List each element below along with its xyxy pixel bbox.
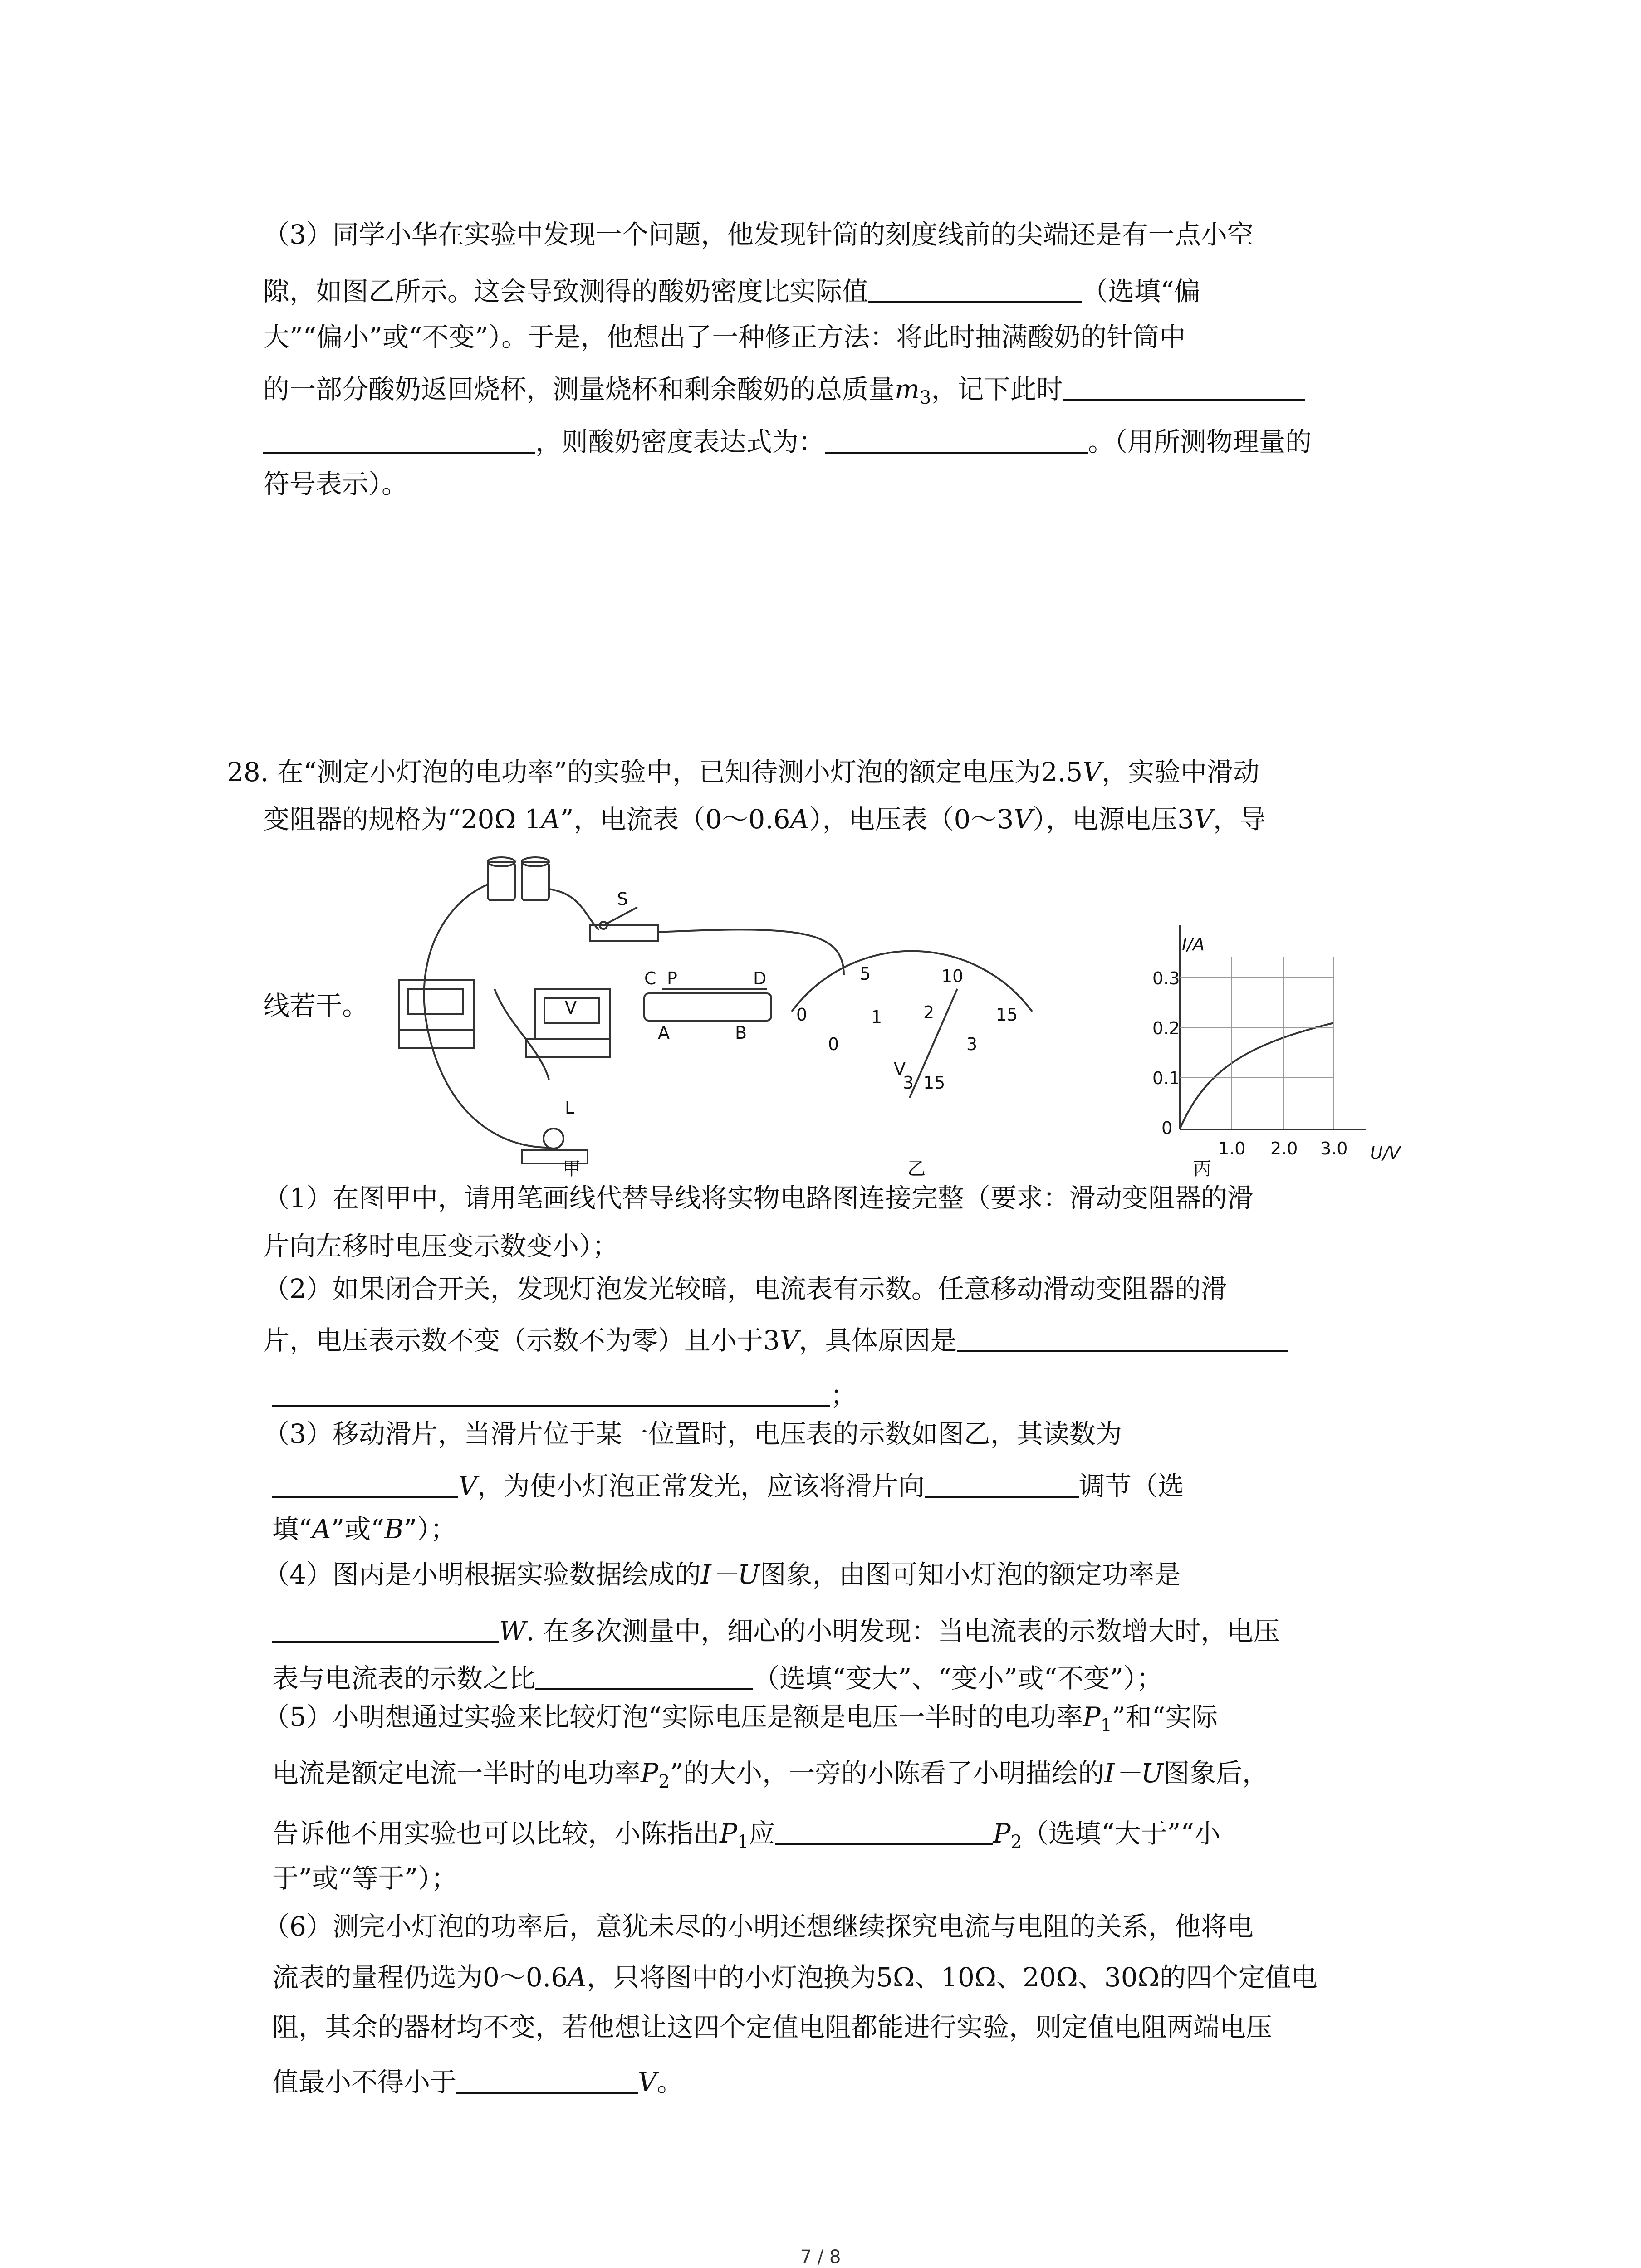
q28-p4-line3: 表与电流表的示数之比 （选填“变大”、“变小”或“不变”）； — [272, 1661, 1163, 1691]
q28-p6-line2: 流表的量程仍选为0～0.6A，只将图中的小灯泡换为5Ω、10Ω、20Ω、30Ω的四个定值电 — [272, 1962, 1318, 1993]
scale-outer-0: 0 — [796, 1005, 808, 1025]
xtick-3: 3.0 — [1320, 1139, 1348, 1158]
q28-p3-line2: V，为使小灯泡正常发光，应该将滑片向 调节（选 — [272, 1469, 1184, 1499]
dial-label-v: V — [894, 1059, 906, 1079]
q28-p2-line1: （2）如果闭合开关，发现灯泡发光较暗，电流表有示数。任意移动滑动变阻器的滑 — [263, 1273, 1227, 1304]
q27-p3-line3: 大”“偏小”或“不变”）。于是，他想出了一种修正方法：将此时抽满酸奶的针筒中 — [263, 322, 1186, 352]
label-l: L — [565, 1098, 575, 1118]
q28-p3-line1: （3）移动滑片，当滑片位于某一位置时，电压表的示数如图乙，其读数为 — [263, 1418, 1122, 1449]
rheostat-icon — [644, 989, 771, 1021]
q27-p3-line4: 的一部分酸奶返回烧杯，测量烧杯和剩余酸奶的总质量$m_3$，记下此时 — [263, 372, 1305, 407]
answer-blank-rated-power[interactable] — [272, 1614, 499, 1643]
label-p: P — [667, 968, 677, 988]
battery-icon — [488, 857, 549, 900]
answer-blank-density-error[interactable] — [868, 274, 1082, 303]
terminal-3: 3 — [903, 1073, 914, 1093]
label-s: S — [617, 889, 628, 909]
circuit-figure — [390, 853, 1470, 1170]
answer-blank-record-cont[interactable] — [263, 425, 535, 454]
graph-ylabel: I/A — [1182, 934, 1205, 954]
answer-blank-density-expression[interactable] — [825, 425, 1088, 454]
ammeter-icon — [399, 980, 474, 1048]
switch-icon — [590, 907, 658, 941]
label-a: A — [658, 1023, 670, 1043]
label-d: D — [753, 968, 767, 988]
figure-label-bing: 丙 — [1193, 1158, 1211, 1179]
q28-p5-line4: 于”或“等于”）； — [272, 1863, 457, 1894]
page-number: 7 / 8 — [800, 2247, 841, 2268]
label-c: C — [644, 968, 656, 988]
q28-stem-line2: 变阻器的规格为“20Ω 1A”，电流表（0～0.6A），电压表（0～3V），电源电压3V，导 — [263, 804, 1266, 835]
q27-p3-line5: ，则酸奶密度表达式为： 。（用所测物理量的 — [263, 425, 1312, 455]
answer-blank-direction[interactable] — [925, 1469, 1079, 1498]
answer-blank-cause-cont[interactable] — [272, 1378, 830, 1407]
label-b: B — [735, 1023, 747, 1043]
q27-p3-line1: （3）同学小华在实验中发现一个问题，他发现针筒的刻度线前的尖端还是有一点小空 — [263, 219, 1254, 250]
xtick-2: 2.0 — [1270, 1139, 1298, 1158]
q28-p2-line3: ； — [272, 1378, 857, 1408]
answer-blank-cause[interactable] — [957, 1323, 1288, 1352]
q28-p3-line3: 填“A”或“B”）； — [272, 1514, 457, 1545]
q28-p6-line1: （6）测完小灯泡的功率后，意犹未尽的小明还想继续探究电流与电阻的关系，他将电 — [263, 1911, 1254, 1942]
scale-outer-10: 10 — [941, 966, 964, 986]
answer-blank-record[interactable] — [1063, 372, 1305, 401]
q27-p3-line2: 隙，如图乙所示。这会导致测得的酸奶密度比实际值 （选填“偏 — [263, 274, 1200, 304]
ytick-02: 0.2 — [1152, 1018, 1180, 1038]
q28-p4-line2: W. 在多次测量中，细心的小明发现：当电流表的示数增大时，电压 — [272, 1614, 1280, 1644]
terminal-15: 15 — [923, 1073, 945, 1093]
ytick-01: 0.1 — [1152, 1068, 1180, 1088]
scale-outer-5: 5 — [860, 964, 871, 984]
scale-inner-1: 1 — [871, 1007, 882, 1027]
q28-p5-line2: 电流是额定电流一半时的电功率$P_2$”的大小，一旁的小陈看了小明描绘的I－U图象后， — [272, 1758, 1269, 1792]
answer-blank-ratio[interactable] — [535, 1661, 753, 1690]
xtick-1: 1.0 — [1218, 1139, 1246, 1158]
q28-p5-line1: （5）小明想通过实验来比较灯泡“实际电压是额是电压一半时的电功率$P_1$”和“实际 — [263, 1701, 1218, 1736]
answer-blank-reading[interactable] — [272, 1469, 458, 1498]
q28-p1-line1: （1）在图甲中，请用笔画线代替导线将实物电路图连接完整（要求：滑动变阻器的滑 — [263, 1183, 1254, 1213]
q28-p1-line2: 片向左移时电压变示数变小）； — [263, 1231, 619, 1261]
scale-inner-2: 2 — [923, 1002, 935, 1022]
q28-p5-line3: 告诉他不用实验也可以比较，小陈指出$P_1$应 $P_2$（选填“大于”“小 — [272, 1816, 1220, 1851]
label-meter-v: V — [565, 998, 577, 1018]
graph-xlabel: U/V — [1370, 1143, 1401, 1163]
ytick-03: 0.3 — [1152, 968, 1180, 988]
answer-blank-min-voltage[interactable] — [456, 2065, 638, 2094]
q27-p3-line6: 符号表示）。 — [263, 469, 408, 499]
ytick-0: 0 — [1161, 1118, 1173, 1138]
scale-outer-15: 15 — [996, 1005, 1018, 1025]
q28-p2-line2: 片，电压表示数不变（示数不为零）且小于3V，具体原因是 — [263, 1323, 1288, 1354]
q28-stem-line3: 线若干。 — [263, 990, 369, 1021]
q28-p6-line4: 值最小不得小于 V。 — [272, 2065, 683, 2095]
q28-stem-line1: 28. 在“测定小灯泡的电功率”的实验中，已知待测小灯泡的额定电压为2.5V，实验中滑动 — [227, 757, 1260, 787]
scale-inner-3: 3 — [966, 1034, 978, 1054]
q28-p6-line3: 阻，其余的器材均不变，若他想让这四个定值电阻都能进行实验，则定值电阻两端电压 — [272, 2012, 1273, 2043]
figure-label-yi: 乙 — [907, 1158, 926, 1179]
answer-blank-compare[interactable] — [775, 1816, 993, 1845]
q28-p4-line1: （4）图丙是小明根据实验数据绘成的I－U图象，由图可知小灯泡的额定功率是 — [263, 1559, 1181, 1590]
figure-label-jia: 甲 — [563, 1158, 581, 1179]
scale-inner-0: 0 — [828, 1034, 839, 1054]
